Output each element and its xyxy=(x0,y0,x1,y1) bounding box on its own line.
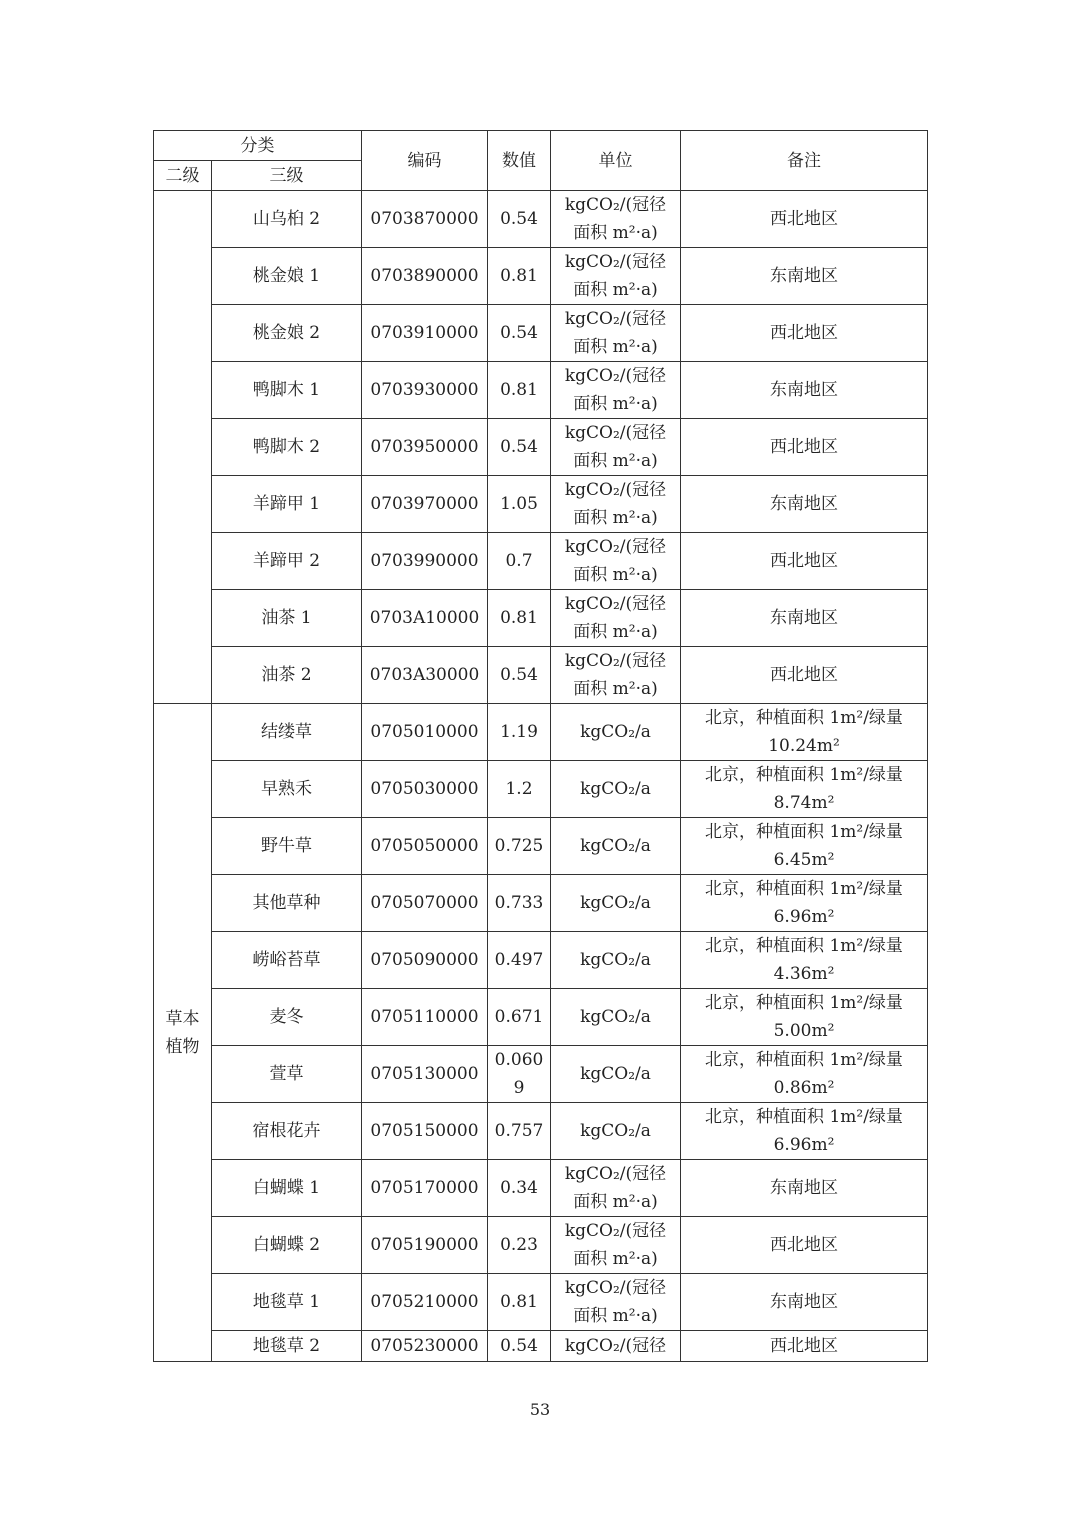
value: 0.757 xyxy=(488,1103,551,1160)
plant-name: 鸭脚木 2 xyxy=(212,419,362,476)
value-line: 9 xyxy=(513,1078,525,1098)
unit: kgCO₂/a xyxy=(551,704,681,761)
value: 0.54 xyxy=(488,419,551,476)
unit-line: 面积 m²·a) xyxy=(573,508,658,528)
plant-name: 萱草 xyxy=(212,1046,362,1103)
unit-line: 面积 m²·a) xyxy=(573,1192,658,1212)
code: 0705190000 xyxy=(362,1217,488,1274)
table-body xyxy=(154,191,928,1362)
code: 0705030000 xyxy=(362,761,488,818)
code: 0703A10000 xyxy=(362,590,488,647)
code: 0703930000 xyxy=(362,362,488,419)
code: 0705130000 xyxy=(362,1046,488,1103)
header-level3: 三级 xyxy=(212,161,362,191)
note: 西北地区 xyxy=(681,419,928,476)
value: 0.54 xyxy=(488,191,551,248)
unit-line: 面积 m²·a) xyxy=(573,337,658,357)
note-line: 5.00m² xyxy=(773,1021,835,1041)
plant-name: 油茶 1 xyxy=(212,590,362,647)
unit: kgCO₂/a xyxy=(551,875,681,932)
unit: kgCO₂/a xyxy=(551,989,681,1046)
table-row xyxy=(154,875,928,932)
unit xyxy=(551,647,681,704)
plant-name: 桃金娘 2 xyxy=(212,305,362,362)
table-row xyxy=(154,932,928,989)
value: 1.2 xyxy=(488,761,551,818)
code: 0703890000 xyxy=(362,248,488,305)
plant-name: 白蝴蝶 1 xyxy=(212,1160,362,1217)
note: 西北地区 xyxy=(681,533,928,590)
table-row xyxy=(154,419,928,476)
group-label-cell: 草本植物 xyxy=(154,704,212,1362)
value: 0.81 xyxy=(488,590,551,647)
code: 0703910000 xyxy=(362,305,488,362)
note-line: 10.24m² xyxy=(768,736,840,756)
note: 东南地区 xyxy=(681,362,928,419)
code: 0705150000 xyxy=(362,1103,488,1160)
note-line: 北京，种植面积 1m²/绿量 xyxy=(705,708,903,728)
unit-line: kgCO₂/(冠径 xyxy=(564,651,667,671)
value: 0.34 xyxy=(488,1160,551,1217)
plant-name: 麦冬 xyxy=(212,989,362,1046)
table-row xyxy=(154,191,928,248)
value: 0.23 xyxy=(488,1217,551,1274)
header-row-top xyxy=(154,131,928,161)
table-row xyxy=(154,1217,928,1274)
value: 0.81 xyxy=(488,1274,551,1331)
value-line: 0.060 xyxy=(494,1050,544,1070)
note-line: 8.74m² xyxy=(773,793,835,813)
unit-line: 面积 m²·a) xyxy=(573,1249,658,1269)
unit-line: kgCO₂/(冠径 xyxy=(564,366,667,386)
note xyxy=(681,1103,928,1160)
unit: kgCO₂/a xyxy=(551,932,681,989)
note-line: 北京，种植面积 1m²/绿量 xyxy=(705,1050,903,1070)
plant-name: 羊蹄甲 2 xyxy=(212,533,362,590)
value: 0.54 xyxy=(488,305,551,362)
code: 0705170000 xyxy=(362,1160,488,1217)
note: 西北地区 xyxy=(681,1217,928,1274)
value: 0.671 xyxy=(488,989,551,1046)
note: 西北地区 xyxy=(681,191,928,248)
table-row xyxy=(154,1103,928,1160)
note xyxy=(681,932,928,989)
code: 0705090000 xyxy=(362,932,488,989)
plant-name: 羊蹄甲 1 xyxy=(212,476,362,533)
unit xyxy=(551,191,681,248)
note-line: 北京，种植面积 1m²/绿量 xyxy=(705,879,903,899)
header-unit: 单位 xyxy=(551,131,681,191)
code: 0705110000 xyxy=(362,989,488,1046)
value: 0.497 xyxy=(488,932,551,989)
unit xyxy=(551,533,681,590)
header-code: 编码 xyxy=(362,131,488,191)
unit: kgCO₂/a xyxy=(551,1046,681,1103)
note: 东南地区 xyxy=(681,590,928,647)
table-row xyxy=(154,1331,928,1362)
value: 0.725 xyxy=(488,818,551,875)
unit xyxy=(551,1274,681,1331)
group-label-cell xyxy=(154,191,212,704)
note-line: 6.96m² xyxy=(773,907,835,927)
note-line: 北京，种植面积 1m²/绿量 xyxy=(705,1107,903,1127)
plant-name: 白蝴蝶 2 xyxy=(212,1217,362,1274)
note: 东南地区 xyxy=(681,476,928,533)
unit-line: 面积 m²·a) xyxy=(573,565,658,585)
code: 0705070000 xyxy=(362,875,488,932)
code: 0705230000 xyxy=(362,1331,488,1362)
table-row xyxy=(154,818,928,875)
note: 东南地区 xyxy=(681,1274,928,1331)
unit-line: kgCO₂/(冠径 xyxy=(564,252,667,272)
code: 0703990000 xyxy=(362,533,488,590)
plant-name: 野牛草 xyxy=(212,818,362,875)
table-row xyxy=(154,1274,928,1331)
code: 0703870000 xyxy=(362,191,488,248)
value: 0.81 xyxy=(488,362,551,419)
unit-line: 面积 m²·a) xyxy=(573,451,658,471)
note-line: 北京，种植面积 1m²/绿量 xyxy=(705,936,903,956)
note-line: 北京，种植面积 1m²/绿量 xyxy=(705,822,903,842)
plant-name: 桃金娘 1 xyxy=(212,248,362,305)
note: 东南地区 xyxy=(681,1160,928,1217)
unit xyxy=(551,590,681,647)
plant-name: 结缕草 xyxy=(212,704,362,761)
note: 东南地区 xyxy=(681,248,928,305)
header-value: 数值 xyxy=(488,131,551,191)
plant-name: 崂峪苔草 xyxy=(212,932,362,989)
unit xyxy=(551,476,681,533)
note: 西北地区 xyxy=(681,647,928,704)
unit-line: kgCO₂/(冠径 xyxy=(564,195,667,215)
unit-line: kgCO₂/(冠径 xyxy=(564,423,667,443)
table-row xyxy=(154,248,928,305)
unit-line: 面积 m²·a) xyxy=(573,223,658,243)
unit xyxy=(551,419,681,476)
plant-name: 鸭脚木 1 xyxy=(212,362,362,419)
plant-name: 其他草种 xyxy=(212,875,362,932)
note xyxy=(681,1046,928,1103)
value xyxy=(488,1046,551,1103)
unit-line: kgCO₂/(冠径 xyxy=(564,1221,667,1241)
code: 0705210000 xyxy=(362,1274,488,1331)
plant-name: 地毯草 1 xyxy=(212,1274,362,1331)
unit: kgCO₂/a xyxy=(551,761,681,818)
table-row xyxy=(154,590,928,647)
code: 0703950000 xyxy=(362,419,488,476)
note-line: 北京，种植面积 1m²/绿量 xyxy=(705,765,903,785)
emission-factor-table xyxy=(153,130,928,1362)
unit: kgCO₂/a xyxy=(551,818,681,875)
table-row xyxy=(154,362,928,419)
unit xyxy=(551,248,681,305)
note xyxy=(681,875,928,932)
code: 0705010000 xyxy=(362,704,488,761)
plant-name: 宿根花卉 xyxy=(212,1103,362,1160)
note xyxy=(681,761,928,818)
note-line: 北京，种植面积 1m²/绿量 xyxy=(705,993,903,1013)
note xyxy=(681,818,928,875)
table-row xyxy=(154,533,928,590)
note-line: 6.96m² xyxy=(773,1135,835,1155)
value: 1.05 xyxy=(488,476,551,533)
table-row xyxy=(154,1160,928,1217)
note-line: 0.86m² xyxy=(773,1078,835,1098)
table-row xyxy=(154,704,928,761)
value: 0.733 xyxy=(488,875,551,932)
unit-line: kgCO₂/(冠径 xyxy=(564,537,667,557)
note xyxy=(681,989,928,1046)
code: 0705050000 xyxy=(362,818,488,875)
header-category: 分类 xyxy=(154,131,362,161)
table-row xyxy=(154,647,928,704)
note-line: 4.36m² xyxy=(773,964,835,984)
unit-line: kgCO₂/(冠径 xyxy=(564,594,667,614)
unit xyxy=(551,1331,681,1362)
note-line: 6.45m² xyxy=(773,850,835,870)
table-row xyxy=(154,1046,928,1103)
note: 西北地区 xyxy=(681,1331,928,1362)
table-row xyxy=(154,761,928,818)
value: 0.7 xyxy=(488,533,551,590)
code: 0703970000 xyxy=(362,476,488,533)
unit-line: kgCO₂/(冠径 xyxy=(564,1278,667,1298)
plant-name: 山乌桕 2 xyxy=(212,191,362,248)
unit xyxy=(551,1217,681,1274)
value: 1.19 xyxy=(488,704,551,761)
unit-line: 面积 m²·a) xyxy=(573,679,658,699)
table-row xyxy=(154,305,928,362)
table-row xyxy=(154,989,928,1046)
unit-line: kgCO₂/(冠径 xyxy=(564,1336,667,1356)
unit: kgCO₂/a xyxy=(551,1103,681,1160)
table-row xyxy=(154,476,928,533)
page-number: 53 xyxy=(529,1400,551,1419)
plant-name: 油茶 2 xyxy=(212,647,362,704)
unit xyxy=(551,1160,681,1217)
header-level2: 二级 xyxy=(154,161,212,191)
unit-line: 面积 m²·a) xyxy=(573,394,658,414)
unit xyxy=(551,305,681,362)
note: 西北地区 xyxy=(681,305,928,362)
unit-line: 面积 m²·a) xyxy=(573,280,658,300)
unit-line: kgCO₂/(冠径 xyxy=(564,309,667,329)
unit-line: 面积 m²·a) xyxy=(573,622,658,642)
unit-line: kgCO₂/(冠径 xyxy=(564,1164,667,1184)
plant-name: 早熟禾 xyxy=(212,761,362,818)
header-note: 备注 xyxy=(681,131,928,191)
unit-line: 面积 m²·a) xyxy=(573,1306,658,1326)
plant-name: 地毯草 2 xyxy=(212,1331,362,1362)
code: 0703A30000 xyxy=(362,647,488,704)
value: 0.54 xyxy=(488,1331,551,1362)
value: 0.54 xyxy=(488,647,551,704)
note xyxy=(681,704,928,761)
unit xyxy=(551,362,681,419)
value: 0.81 xyxy=(488,248,551,305)
unit-line: kgCO₂/(冠径 xyxy=(564,480,667,500)
